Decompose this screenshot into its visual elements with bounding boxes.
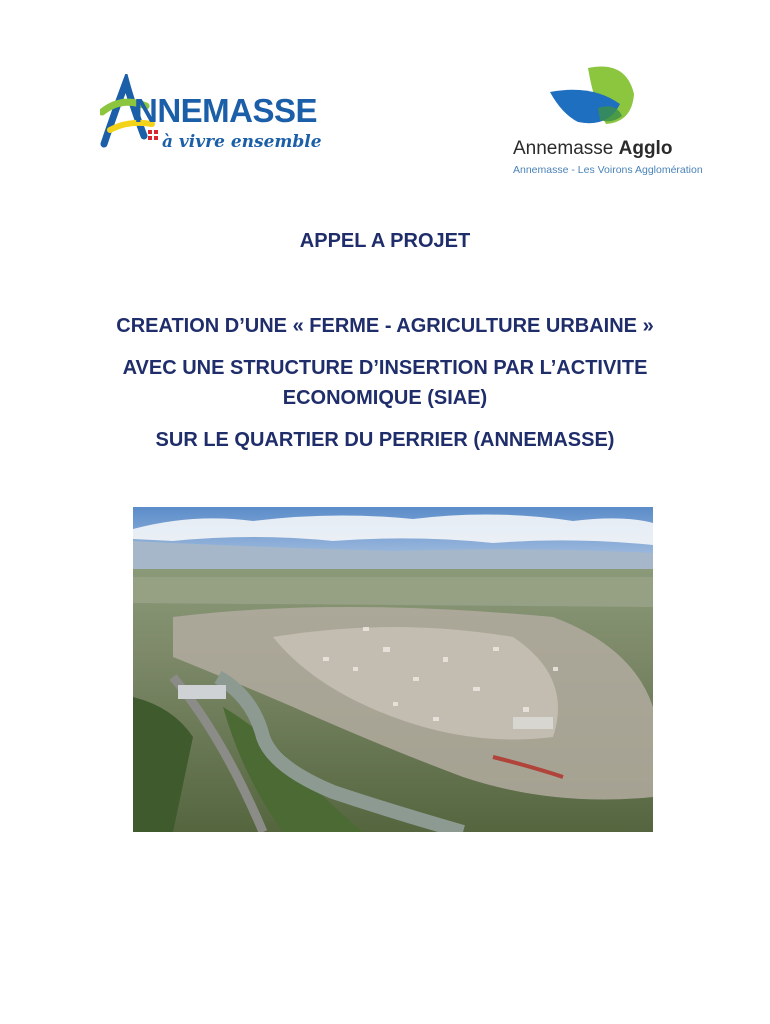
agglo-name: [513, 138, 672, 160]
agglo-subtitle: Annemasse - Les Voirons Agglomération: [513, 164, 703, 176]
agglo-name-light: Annemasse: [513, 138, 619, 159]
agglo-leaf-icon: [508, 64, 698, 136]
title-line-3: SUR LE QUARTIER DU PERRIER (ANNEMASSE): [155, 429, 615, 451]
title-line-2a: AVEC UNE STRUCTURE D’INSERTION PAR L’ACTIVITE: [122, 357, 648, 379]
aerial-city-photo: [133, 507, 653, 832]
aerial-photo-illustration: [133, 507, 653, 832]
annemasse-logo: [100, 74, 370, 164]
annemasse-tagline: à vivre ensemble: [162, 132, 322, 152]
agglo-name-bold: Agglo: [618, 138, 673, 159]
title-line-1: CREATION D’UNE « FERME - AGRICULTURE URBAINE »: [116, 315, 654, 337]
annemasse-wordmark: NNEMASSE: [134, 92, 318, 129]
title-line-2b: ECONOMIQUE (SIAE): [282, 387, 488, 409]
annemasse-agglo-logo: [508, 64, 703, 184]
document-heading: APPEL A PROJET: [299, 230, 471, 252]
savoie-flag-icon: [148, 130, 158, 140]
